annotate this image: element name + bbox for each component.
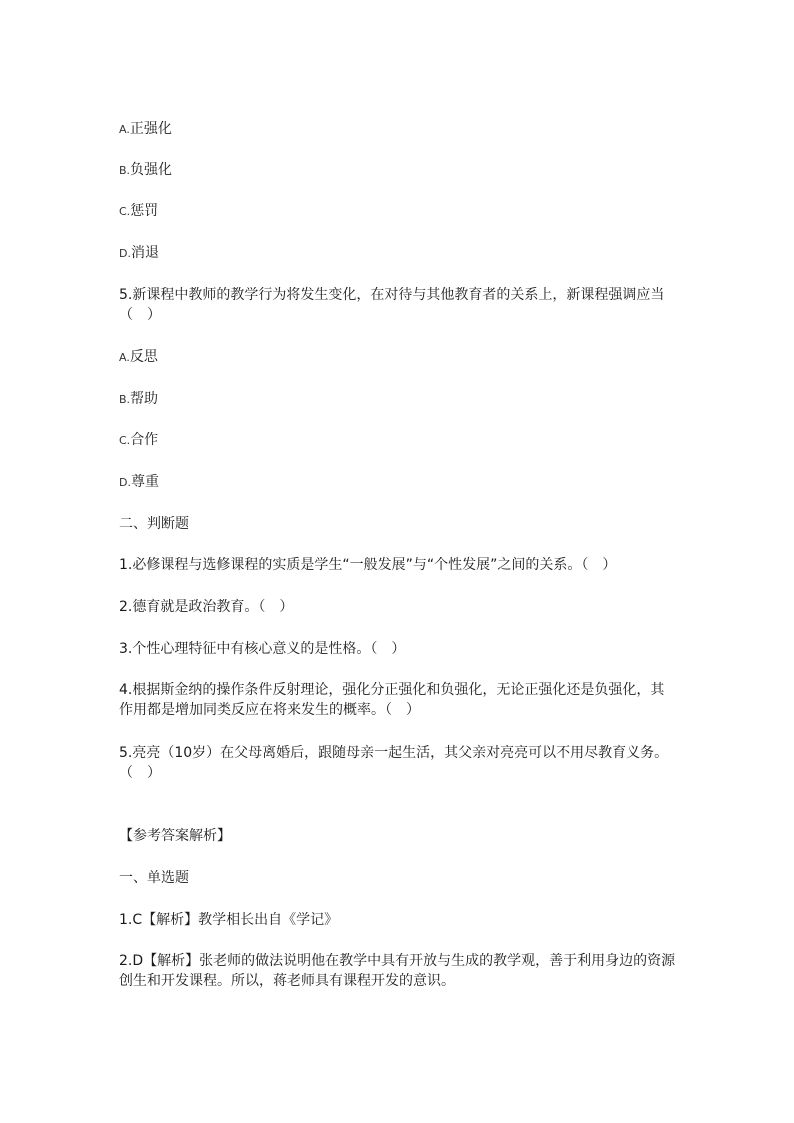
option-text: 合作: [130, 432, 159, 448]
q5-option-a: [119, 347, 679, 368]
q4-option-c: [119, 201, 679, 222]
q5-option-c: [119, 430, 679, 451]
option-text: 尊重: [130, 474, 159, 490]
option-text: 惩罚: [130, 203, 159, 219]
option-text: 帮助: [130, 391, 159, 407]
judgment-item-5: 5.亮亮（10岁）在父母离婚后，跟随母亲一起生活，其父亲对亮亮可以不用尽教育义务。（ ）: [119, 745, 669, 781]
answer-item-2: 2.D【解析】张老师的做法说明他在教学中具有开放与生成的教学观，善于利用身边的资源创生和开发课程。所以，蒋老师具有课程开发的意识。: [119, 953, 676, 989]
judgment-item-4: 4.根据斯金纳的操作条件反射理论，强化分正强化和负强化，无论正强化还是负强化，其作用都是增加同类反应在将来发生的概率。（ ）: [119, 682, 665, 718]
option-text: 反思: [129, 349, 158, 365]
answers-section-heading: 一、单选题: [119, 870, 189, 886]
option-letter: B.: [119, 393, 131, 406]
judgment-item-2: 2.德育就是政治教育。（ ）: [119, 599, 294, 615]
section-heading-judgment: 二、判断题: [119, 516, 189, 532]
answer-item-1: 1.C【解析】教学相长出自《学记》: [119, 912, 339, 928]
answers-heading: 【参考答案解析】: [119, 828, 231, 844]
option-text: 正强化: [129, 121, 172, 137]
q5-option-d: [119, 472, 679, 493]
q4-option-d: [119, 243, 679, 264]
option-text: 负强化: [130, 162, 173, 178]
judgment-item-1: 1.必修课程与选修课程的实质是学生“一般发展”与“个性发展”之间的关系。（ ）: [119, 557, 617, 573]
option-letter: C.: [119, 205, 131, 218]
q4-option-b: [119, 160, 679, 181]
option-letter: D.: [119, 247, 131, 260]
option-letter: D.: [119, 476, 131, 489]
option-letter: A.: [119, 351, 130, 364]
option-text: 消退: [130, 245, 159, 261]
option-letter: A.: [119, 123, 130, 136]
q4-option-a: [119, 119, 679, 140]
q5-question: 5.新课程中教师的教学行为将发生变化，在对待与其他教育者的关系上，新课程强调应当（ ）: [119, 287, 665, 323]
judgment-item-3: 3.个性心理特征中有核心意义的是性格。（ ）: [119, 641, 406, 657]
option-letter: B.: [119, 164, 131, 177]
q5-option-b: [119, 389, 679, 410]
option-letter: C.: [119, 434, 131, 447]
